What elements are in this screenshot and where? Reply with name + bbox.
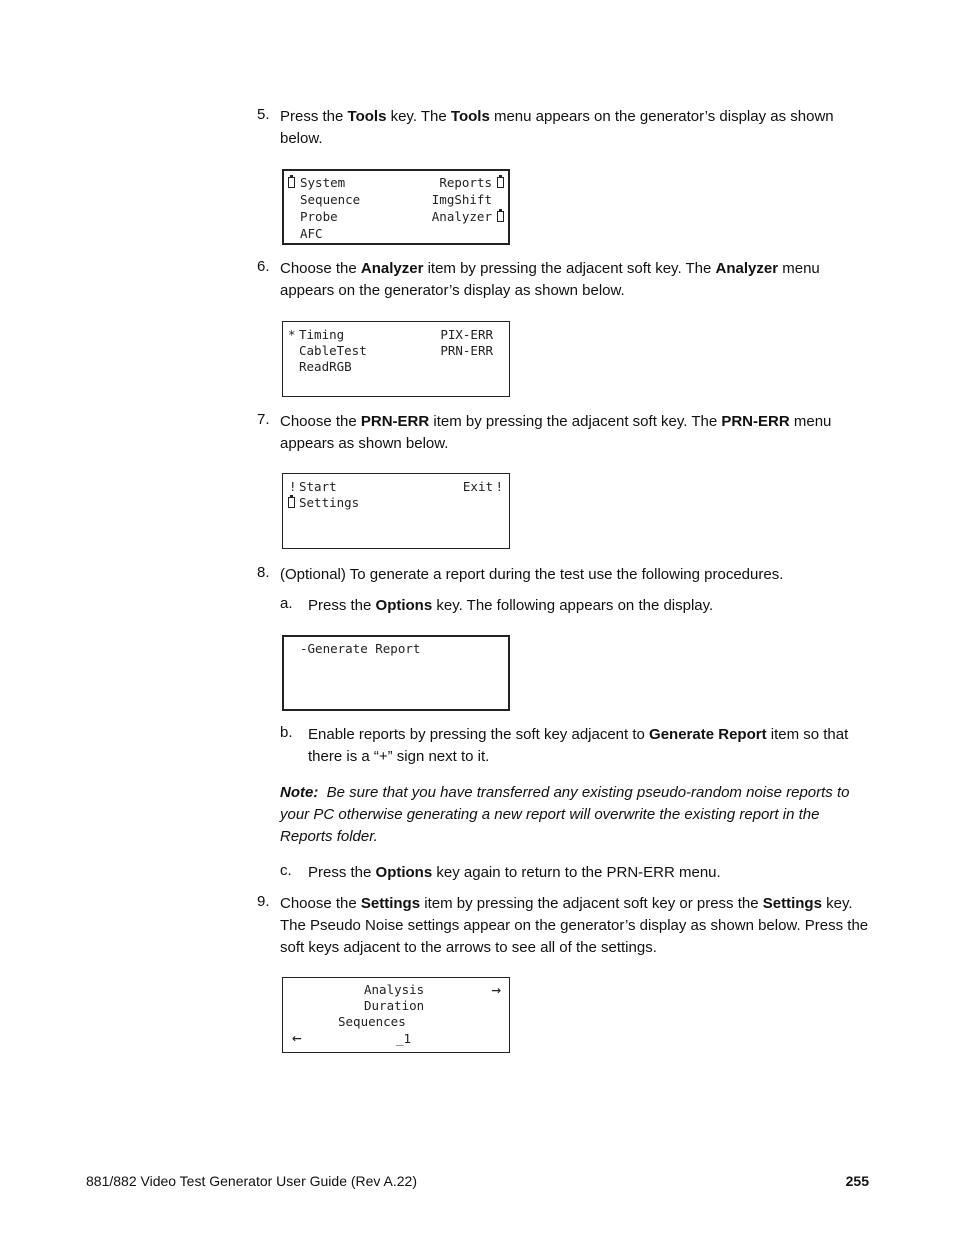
lcd-item: Reports (439, 175, 492, 190)
lcd-item: PRN-ERR (440, 343, 493, 358)
lcd-item: -Generate Report (300, 641, 421, 656)
lcd-options-display (282, 635, 510, 711)
battery-icon (288, 497, 295, 508)
substep-letter: c. (280, 862, 292, 879)
lcd-item: Timing (299, 327, 345, 342)
lcd-item: ImgShift (431, 192, 492, 207)
lcd-tools-menu (282, 169, 510, 245)
step-5-text: Press the Tools key. The Tools menu appears on the generator’s display as shown below. (280, 108, 834, 147)
step-7-text: Choose the PRN-ERR item by pressing the adjacent soft key. The PRN-ERR menu appears as shown below. (280, 413, 832, 452)
substep-b-text: Enable reports by pressing the soft key adjacent to Generate Report item so that there is a “+” sign next to it. (308, 726, 849, 765)
exclamation-icon: ! (289, 479, 297, 494)
note: Note: Be sure that you have transferred any existing pseudo-random noise reports to your PC otherwise generating a new report will overwrite the existing report in the Reports folder. (280, 784, 850, 845)
step-9-text: Choose the Settings item by pressing the adjacent soft key or press the Settings key. The Pseudo Noise settings appear on the generator’s display as shown below. Press the soft keys adjacent to the arrows to see all of the settings. (280, 895, 869, 956)
battery-icon (288, 177, 295, 188)
lcd-item: Analysis (364, 982, 425, 997)
lcd-item: System (300, 175, 346, 190)
page-number: 255 (845, 1173, 869, 1189)
lcd-item: PIX-ERR (440, 327, 493, 342)
selection-marker: * (288, 327, 296, 342)
lcd-settings-display (282, 977, 510, 1053)
exclamation-icon: ! (495, 479, 503, 494)
lcd-item: Duration (364, 998, 425, 1013)
arrow-right-icon: → (491, 980, 501, 999)
lcd-item: Start (299, 479, 337, 494)
step-8-text: (Optional) To generate a report during the test use the following procedures. (280, 566, 784, 583)
lcd-prn-err-menu (282, 473, 510, 549)
step-6-text: Choose the Analyzer item by pressing the adjacent soft key. The Analyzer menu appears on the generator’s display as shown below. (280, 260, 820, 299)
arrow-left-icon: ← (292, 1028, 302, 1047)
substep-c-text: Press the Options key again to return to the PRN-ERR menu. (308, 864, 721, 881)
lcd-item: Settings (299, 495, 360, 510)
lcd-item: Analyzer (431, 209, 492, 224)
footer-title: 881/882 Video Test Generator User Guide (Rev A.22) (86, 1173, 418, 1189)
substep-a-text: Press the Options key. The following appears on the display. (308, 597, 714, 614)
battery-icon (497, 211, 504, 222)
step-number: 9. (257, 893, 270, 910)
step-number: 5. (257, 106, 270, 123)
battery-icon (497, 177, 504, 188)
lcd-value: _1 (396, 1031, 412, 1046)
step-number: 8. (257, 564, 270, 581)
lcd-item: CableTest (299, 343, 367, 358)
step-number: 6. (257, 258, 270, 275)
substep-letter: b. (280, 724, 293, 741)
step-number: 7. (257, 411, 270, 428)
lcd-item: AFC (300, 226, 323, 241)
lcd-item: Probe (300, 209, 338, 224)
lcd-item: Sequence (300, 192, 361, 207)
substep-letter: a. (280, 595, 293, 612)
lcd-item: Sequences (338, 1014, 406, 1029)
lcd-item: Exit (462, 479, 493, 494)
lcd-item: ReadRGB (299, 359, 352, 374)
lcd-analyzer-menu (282, 321, 510, 397)
